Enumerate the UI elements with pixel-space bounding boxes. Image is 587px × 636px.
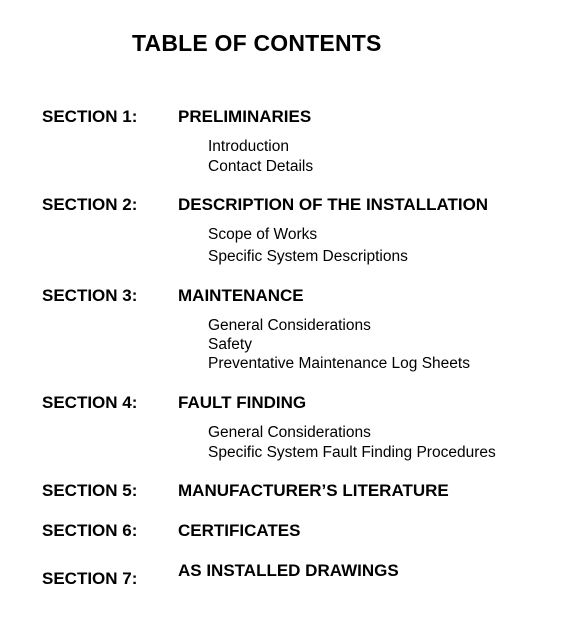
section-1-item-introduction: Introduction <box>208 138 289 155</box>
section-3-label: SECTION 3: <box>42 286 138 305</box>
section-4-title: FAULT FINDING <box>178 393 307 412</box>
section-5-title: MANUFACTURER’S LITERATURE <box>178 481 449 500</box>
page-title: TABLE OF CONTENTS <box>132 30 382 56</box>
section-4-label: SECTION 4: <box>42 393 138 412</box>
section-3-item-preventative-maintenance: Preventative Maintenance Log Sheets <box>208 355 470 372</box>
section-4-item-fault-finding-procedures: Specific System Fault Finding Procedures <box>208 444 496 461</box>
section-2-item-scope-of-works: Scope of Works <box>208 226 318 243</box>
section-2-label: SECTION 2: <box>42 195 138 214</box>
section-2-item-specific-system-descriptions: Specific System Descriptions <box>208 248 408 265</box>
section-7-label: SECTION 7: <box>42 569 138 588</box>
section-1-title: PRELIMINARIES <box>178 107 312 126</box>
section-6-title: CERTIFICATES <box>178 521 301 540</box>
section-3-item-general-considerations: General Considerations <box>208 317 371 334</box>
section-1-item-contact-details: Contact Details <box>208 158 314 175</box>
section-2-title: DESCRIPTION OF THE INSTALLATION <box>178 195 489 214</box>
section-3-item-safety: Safety <box>208 336 252 353</box>
section-1-label: SECTION 1: <box>42 107 138 126</box>
section-4-item-general-considerations: General Considerations <box>208 424 371 441</box>
section-3-title: MAINTENANCE <box>178 286 304 305</box>
section-5-label: SECTION 5: <box>42 481 138 500</box>
section-7-title: AS INSTALLED DRAWINGS <box>178 561 399 580</box>
section-6-label: SECTION 6: <box>42 521 138 540</box>
